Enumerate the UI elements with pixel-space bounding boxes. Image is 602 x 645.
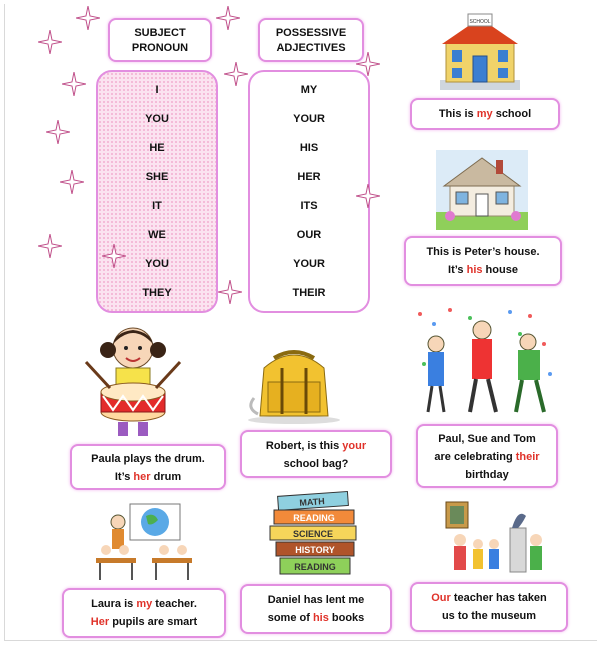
caption-school: [410, 98, 560, 130]
highlight-word: my: [476, 108, 493, 120]
caption-bag: [240, 430, 392, 478]
sparkle-star-icon: [218, 280, 242, 304]
possessive-item: THEIR: [292, 287, 326, 299]
caption-museum: [410, 582, 568, 632]
caption-text: some of: [267, 612, 313, 624]
caption-drum: [70, 444, 226, 490]
possessive-item: YOUR: [293, 113, 325, 125]
caption-text: pupils are smart: [109, 616, 198, 628]
caption-line: This is Peter’s house.: [426, 246, 540, 258]
caption-text: are celebrating: [434, 451, 516, 463]
highlight-word: their: [515, 451, 540, 463]
caption-text: books: [328, 612, 365, 624]
sparkle-star-icon: [102, 244, 126, 268]
book-spine-history: HISTORY: [295, 545, 335, 555]
highlight-word: her: [133, 471, 151, 483]
sparkle-star-icon: [38, 234, 62, 258]
caption-line: Paul, Sue and Tom: [438, 433, 536, 445]
caption-text: It’s: [114, 471, 134, 483]
possessive-item: HER: [297, 171, 321, 183]
sparkle-star-icon: [62, 72, 86, 96]
possessive-adjectives-header: [258, 18, 364, 62]
caption-party: [416, 424, 558, 488]
caption-text: house: [482, 264, 518, 276]
possessive-adjectives-column: [248, 70, 370, 313]
book-spine-math: MATH: [299, 496, 326, 508]
caption-text: This is: [438, 108, 477, 120]
highlight-word: your: [342, 440, 367, 452]
pronoun-item: YOU: [145, 258, 169, 270]
sparkle-star-icon: [356, 184, 380, 208]
pronoun-item: HE: [149, 142, 165, 154]
book-spine-science: SCIENCE: [292, 529, 334, 539]
book-spine-reading-2: READING: [294, 562, 336, 572]
girl-drum-illustration: [80, 322, 186, 440]
possessive-header-line2: ADJECTIVES: [276, 42, 346, 54]
subject-pronoun-header: [108, 18, 212, 62]
pronoun-item: SHE: [145, 171, 169, 183]
caption-text: teacher.: [152, 598, 197, 610]
caption-house: [404, 236, 562, 286]
highlight-word: his: [466, 264, 483, 276]
subject-header-line1: SUBJECT: [134, 27, 186, 39]
subject-pronoun-column: [96, 70, 218, 313]
caption-text: school: [492, 108, 532, 120]
highlight-word: his: [312, 612, 329, 624]
highlight-word: my: [136, 598, 153, 610]
subject-header-line2: PRONOUN: [131, 42, 189, 54]
possessive-item: OUR: [296, 229, 322, 241]
pronoun-item: THEY: [142, 287, 172, 299]
pronoun-item: WE: [148, 229, 166, 241]
museum-visit-illustration: [432, 494, 544, 580]
possessive-header-line1: POSSESSIVE: [275, 27, 347, 39]
caption-text: drum: [150, 471, 182, 483]
sparkle-star-icon: [46, 120, 70, 144]
sparkle-star-icon: [216, 6, 240, 30]
caption-text: Laura is: [91, 598, 137, 610]
caption-text: It’s: [448, 264, 467, 276]
sparkle-star-icon: [38, 30, 62, 54]
possessive-item: HIS: [299, 142, 319, 154]
pronoun-item: IT: [152, 200, 162, 212]
sparkle-star-icon: [76, 6, 100, 30]
caption-line: school bag?: [283, 458, 349, 470]
caption-line: us to the museum: [441, 610, 537, 622]
caption-teacher: [62, 588, 226, 638]
school-building-illustration: [438, 10, 522, 92]
possessive-item: YOUR: [293, 258, 325, 270]
sparkle-star-icon: [356, 52, 380, 76]
caption-text: teacher has taken: [450, 592, 547, 604]
birthday-party-illustration: [410, 304, 556, 418]
sparkle-star-icon: [224, 62, 248, 86]
school-sign-text: SCHOOL: [469, 19, 491, 25]
book-stack-illustration: [262, 490, 368, 582]
caption-line: Paula plays the drum.: [91, 453, 205, 465]
classroom-illustration: [92, 500, 204, 586]
house-illustration: [436, 150, 528, 230]
caption-books: [240, 584, 392, 634]
pronoun-item: YOU: [145, 113, 169, 125]
highlight-word: Her: [90, 616, 110, 628]
possessive-item: ITS: [300, 200, 318, 212]
possessive-item: MY: [300, 84, 318, 96]
caption-line: birthday: [465, 469, 509, 481]
caption-line: Daniel has lent me: [267, 594, 365, 606]
highlight-word: Our: [431, 592, 451, 604]
sparkle-star-icon: [60, 170, 84, 194]
school-bag-illustration: [244, 338, 344, 424]
caption-text: Robert, is this: [265, 440, 343, 452]
book-spine-reading: READING: [293, 513, 335, 523]
pronoun-item: I: [155, 84, 159, 96]
